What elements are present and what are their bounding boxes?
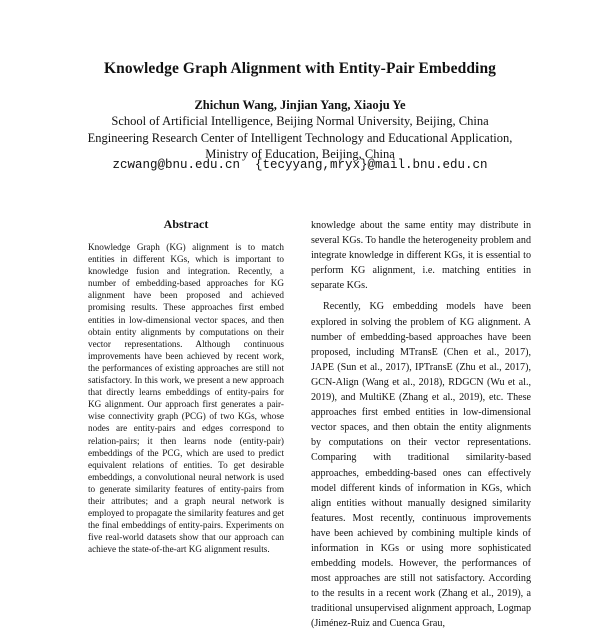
affiliation-line-3: Ministry of Education, Beijing, China xyxy=(205,147,395,161)
author-list: Zhichun Wang, Jinjian Yang, Xiaoju Ye xyxy=(194,98,406,112)
abstract-heading: Abstract xyxy=(163,217,209,231)
abstract-text: Knowledge Graph (KG) alignment is to match entities in different KGs, which is important to knowledge fusion and integration. Recently, a number of embedding-based approaches for KG alignment have been proposed and achieved promising results. These approaches first embed entities in low-dimensional vector spaces, and then obtain entity alignments by computations on their vector representations. Although continuous improvements have been achieved by recent work, the performances of existing approaches are still not satisfactory. In this work, we present a new approach that directly learns embeddings of entity-pairs for KG alignment. Our approach first generates a pair-wise connectivity graph (PCG) of two KGs, whose nodes are entity-pairs and edges correspond to relation-pairs; it then learns node (entity-pair) embeddings of the PCG, which are used to predict equivalent relations of entities. To get desirable embeddings, a convolutional neural network is used to generate similarity features of entity-pairs from their attributes; and a graph neural network is employed to propagate the similarity features and get the final embeddings of entity-pairs. Experiments on five real-world datasets show that our approach can achieve the state-of-the-art KG alignment results. xyxy=(88,242,284,555)
affiliation-line-1: School of Artificial Intelligence, Beijing Normal University, Beijing, China xyxy=(111,114,489,128)
abstract-column xyxy=(88,241,284,555)
affiliation-line-2: Engineering Research Center of Intelligent Technology and Educational Application, xyxy=(87,131,513,145)
intro-paragraph-2: Recently, KG embedding models have been explored in solving the problem of KG alignment. A number of embedding-based approaches have been proposed, including MTransE (Chen et al., 2017), JAPE (Sun et al., 2017), IPTransE (Zhu et al., 2017), GCN-Align (Wang et al., 2018), RDGCN (Wu et al., 2019), and MultiKE (Zhang et al., 2019), etc. These approaches first embed entities in low-dimensional vector spaces, and then obtain the entity alignments by computations on their vector representations. Comparing with traditional similarity-based approaches, embedding-based ones can effectively model different kinds of information in KGs, which align entities without manually designed similarity features. Most recently, continuous improvements have been achieved by combining multiple kinds of information in KGs or using more sophisticated embedding models. However, the performances of most approaches are still not satisfactory. According to the results in a recent work (Zhang et al., 2019), a traditional unsupervised alignment approach, Logmap (Jiménez-Ruiz and Cuenca Grau, xyxy=(311,301,531,630)
intro-paragraph-1: knowledge about the same entity may distribute in several KGs. To handle the heterogeneity problem and integrate knowledge in different KGs, it is essential to perform KG alignment, i.e. matching entities in separate KGs. xyxy=(311,220,531,292)
paper-title: Knowledge Graph Alignment with Entity-Pair Embedding xyxy=(103,60,497,77)
introduction-column xyxy=(311,218,531,632)
author-emails: zcwang@bnu.edu.cn {tecyyang,mryx}@mail.bnu.edu.cn xyxy=(112,158,488,172)
